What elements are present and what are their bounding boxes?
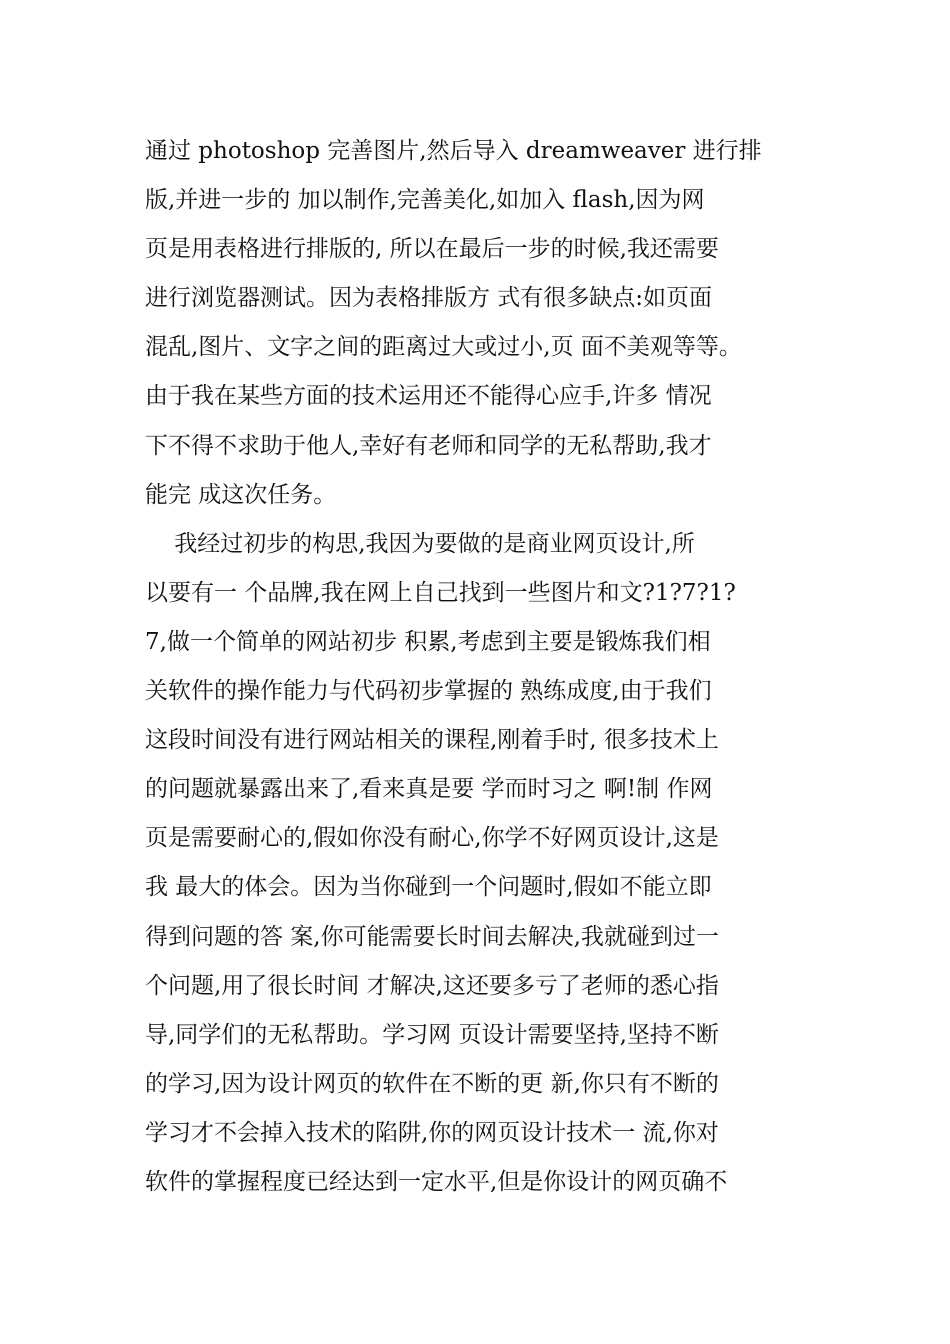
text-line: 个问题,用了很长时间 才解决,这还要多亏了老师的悉心指	[145, 972, 719, 999]
text-line: 进行浏览器测试。因为表格排版方 式有很多缺点:如页面	[145, 285, 713, 312]
document-body	[145, 127, 815, 1207]
text-line: 混乱,图片、文字之间的距离过大或过小,页 面不美观等等。	[145, 334, 742, 361]
text-line: 7,做一个简单的网站初步 积累,考虑到主要是锻炼我们相	[145, 628, 711, 655]
text-line: 的学习,因为设计网页的软件在不断的更 新,你只有不断的	[145, 1070, 719, 1097]
text-line: 导,同学们的无私帮助。学习网 页设计需要坚持,坚持不断	[145, 1021, 719, 1048]
text-line: 下不得不求助于他人,幸好有老师和同学的无私帮助,我才	[145, 432, 712, 459]
text-line: 的问题就暴露出来了,看来真是要 学而时习之 啊!制 作网	[145, 776, 713, 803]
text-line: 得到问题的答 案,你可能需要长时间去解决,我就碰到过一	[145, 923, 719, 950]
text-line: 学习才不会掉入技术的陷阱,你的网页设计技术一 流,你对	[145, 1119, 719, 1146]
text-line: 页是用表格进行排版的, 所以在最后一步的时候,我还需要	[145, 236, 719, 263]
text-line: 软件的掌握程度已经达到一定水平,但是你设计的网页确不	[145, 1168, 728, 1195]
text-line: 通过 photoshop 完善图片,然后导入 dreamweaver 进行排	[145, 138, 762, 164]
text-line: 这段时间没有进行网站相关的课程,刚着手时, 很多技术上	[145, 727, 719, 754]
text-line: 我 最大的体会。因为当你碰到一个问题时,假如不能立即	[145, 874, 712, 901]
text-line: 版,并进一步的 加以制作,完善美化,如加入 flash,因为网	[145, 187, 705, 214]
text-line: 我经过初步的构思,我因为要做的是商业网页设计,所	[145, 530, 695, 557]
text-line: 以要有一 个品牌,我在网上自己找到一些图片和文?1?7?1?	[145, 579, 736, 606]
text-line: 能完 成这次任务。	[145, 481, 337, 508]
text-line: 页是需要耐心的,假如你没有耐心,你学不好网页设计,这是	[145, 825, 719, 852]
text-line: 关软件的操作能力与代码初步掌握的 熟练成度,由于我们	[145, 678, 712, 705]
text-line: 由于我在某些方面的技术运用还不能得心应手,许多 情况	[145, 383, 712, 410]
